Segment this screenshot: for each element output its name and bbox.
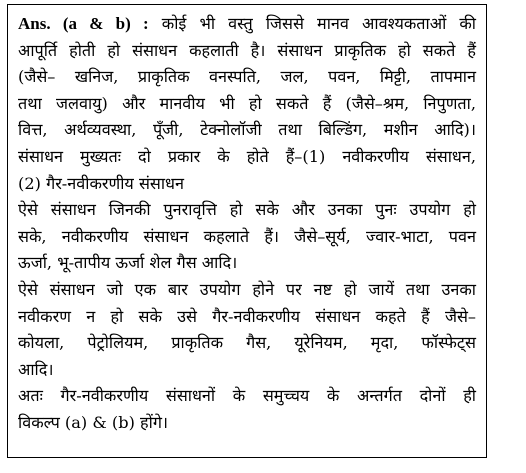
answer-line-12: नवीकरण न हो सके उसे गैर-नवीकरणीय संसाधन कहते हैं जैसे– <box>18 306 476 326</box>
answer-line-8: ऐसे संसाधन जिनकी पुनरावृत्ति हो सके और उनका पुनः उपयोग हो <box>18 200 476 220</box>
answer-line-11: ऐसे संसाधन जो एक बार उपयोग होने पर नष्ट हो जायें तथा उनका <box>18 279 476 299</box>
answer-line-3: (जैसे– खनिज, प्राकृतिक वनस्पति, जल, पवन, मिट्टी, तापमान <box>18 67 476 87</box>
answer-line-7: (2) गैर-नवीकरणीय संसाधन <box>18 173 184 193</box>
answer-line-4: तथा जलवायु) और मानवीय भी हो सकते हैं (जैसे–श्रम, निपुणता, <box>18 93 476 113</box>
answer-line-2: आपूर्ति होती हो संसाधन कहलाती है। संसाधन प्राकृतिक हो सकते हैं <box>18 40 476 60</box>
answer-line-15: अतः गैर-नवीकरणीय संसाधनों के समुच्चय के अन्तर्गत दोनों ही <box>18 386 476 406</box>
answer-line-1 <box>18 11 476 38</box>
answer-text: कोई भी वस्तु जिससे मानव आवश्यकताओं की <box>148 14 476 33</box>
answer-line-13: कोयला, पेट्रोलियम, प्राकृतिक गैस, यूरेनियम, मृदा, फॉस्फेट्स <box>18 333 476 353</box>
answer-line-16: विकल्प (a) & (b) होंगे। <box>18 412 169 432</box>
answer-line-9: सके, नवीकरणीय संसाधन कहलाते हैं। जैसे–सूर्य, ज्वार-भाटा, पवन <box>18 226 476 246</box>
answer-line-10: ऊर्जा, भू-तापीय ऊर्जा शेल गैस आदि। <box>18 253 238 273</box>
answer-box <box>7 4 487 458</box>
answer-line-14: आदि। <box>18 359 54 379</box>
answer-line-5: वित्त, अर्थव्यवस्था, पूँजी, टेक्नोलॉजी तथा बिल्डिंग, मशीन आदि)। <box>18 120 476 140</box>
answer-line-6: संसाधन मुख्यतः दो प्रकार के होते हैं–(1) नवीकरणीय संसाधन, <box>18 146 476 166</box>
answer-label: Ans. (a & b) : <box>18 14 149 33</box>
